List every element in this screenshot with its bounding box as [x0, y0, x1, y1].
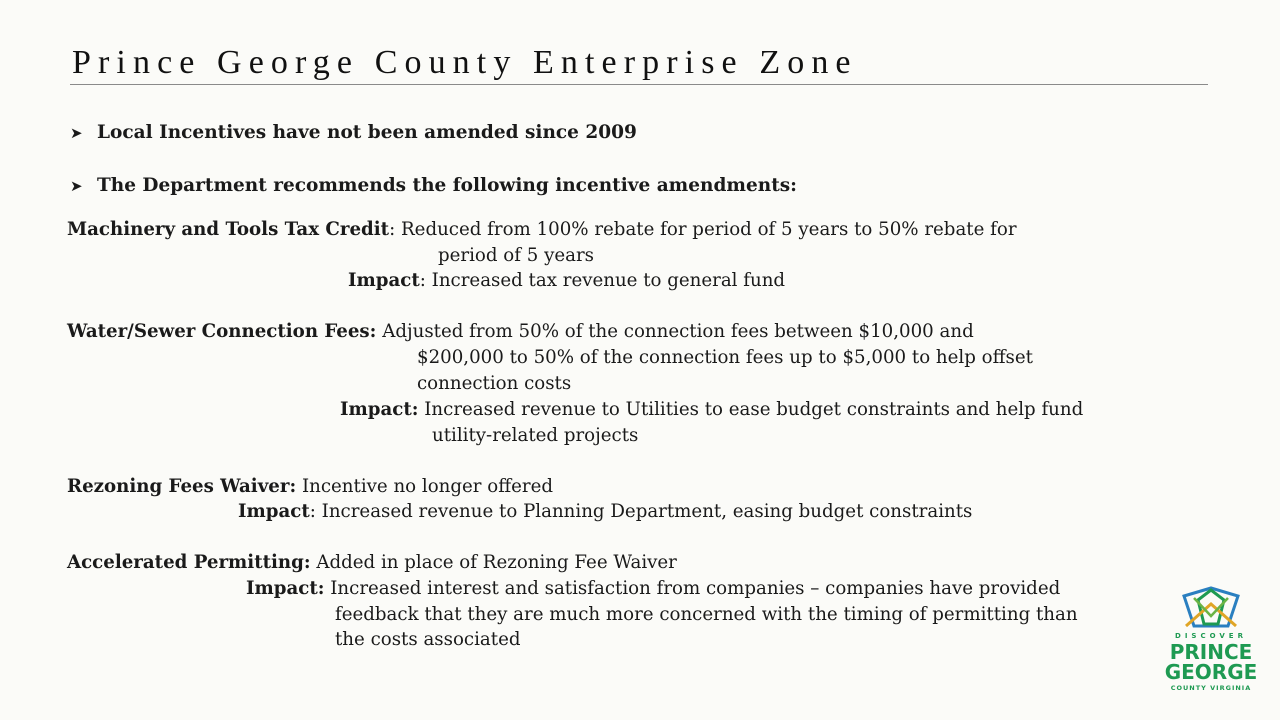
- permitting-heading: Accelerated Permitting:: [67, 552, 311, 573]
- rezoning-text: Incentive no longer offered: [301, 476, 553, 497]
- water-line-1: [67, 319, 974, 345]
- permitting-impact-line-2: feedback that they are much more concerned with the timing of permitting than: [335, 604, 1078, 625]
- water-impact-line-2: utility-related projects: [432, 425, 639, 446]
- permitting-impact-line-3: the costs associated: [335, 629, 521, 650]
- rezoning-impact: Impact: Increased revenue to Planning Department, easing budget constraints: [238, 501, 973, 522]
- bullet-text: The Department recommends the following incentive amendments:: [97, 175, 798, 196]
- water-text: Adjusted from 50% of the connection fees between $10,000 and: [382, 321, 974, 342]
- logo-county-virginia: COUNTY VIRGINIA: [1170, 684, 1252, 692]
- machinery-line-2: period of 5 years: [438, 245, 595, 266]
- logo-george: GEORGE: [1164, 660, 1258, 684]
- machinery-text: Reduced from 100% rebate for period of 5 years to 50% rebate for: [400, 219, 1017, 240]
- impact-label: Impact:: [246, 578, 325, 599]
- bullet-recommendation: [70, 175, 797, 196]
- water-impact: [340, 397, 1083, 423]
- water-heading: Water/Sewer Connection Fees:: [67, 321, 377, 342]
- arrow-bullet-icon: ➤: [70, 124, 83, 142]
- impact-label: Impact: [348, 270, 420, 291]
- rezoning-heading: Rezoning Fees Waiver:: [67, 476, 297, 497]
- impact-text: Increased tax revenue to general fund: [431, 270, 786, 291]
- water-line-2: $200,000 to 50% of the connection fees up to $5,000 to help offset: [417, 347, 1033, 368]
- logo-discover: DISCOVER: [1175, 632, 1247, 640]
- machinery-heading: Machinery and Tools Tax Credit: [67, 219, 390, 240]
- arrow-bullet-icon: ➤: [70, 177, 83, 195]
- slide-title: Prince George County Enterprise Zone: [72, 44, 858, 81]
- machinery-line-1: Machinery and Tools Tax Credit: Reduced from 100% rebate for period of 5 years to 50% rebate for: [67, 219, 1017, 240]
- impact-text: Increased interest and satisfaction from companies – companies have provided: [330, 578, 1061, 599]
- permitting-text: Added in place of Rezoning Fee Waiver: [316, 552, 677, 573]
- permitting-line-1: [67, 550, 677, 576]
- discover-prince-george-logo: [1158, 586, 1264, 696]
- bullet-text: Local Incentives have not been amended since 2009: [97, 122, 637, 143]
- permitting-impact: [246, 576, 1060, 602]
- impact-text: Increased revenue to Utilities to ease budget constraints and help fund: [424, 399, 1084, 420]
- rezoning-line-1: [67, 474, 553, 500]
- impact-label: Impact: [238, 501, 310, 522]
- title-divider: [70, 84, 1208, 85]
- machinery-impact: Impact: Increased tax revenue to general fund: [348, 270, 786, 291]
- bullet-local-incentives: [70, 122, 637, 143]
- water-line-3: connection costs: [417, 373, 572, 394]
- logo-prince: PRINCE: [1169, 640, 1253, 664]
- impact-label: Impact:: [340, 399, 419, 420]
- crown-icon: [1158, 586, 1264, 630]
- impact-text: Increased revenue to Planning Department, easing budget constraints: [321, 501, 973, 522]
